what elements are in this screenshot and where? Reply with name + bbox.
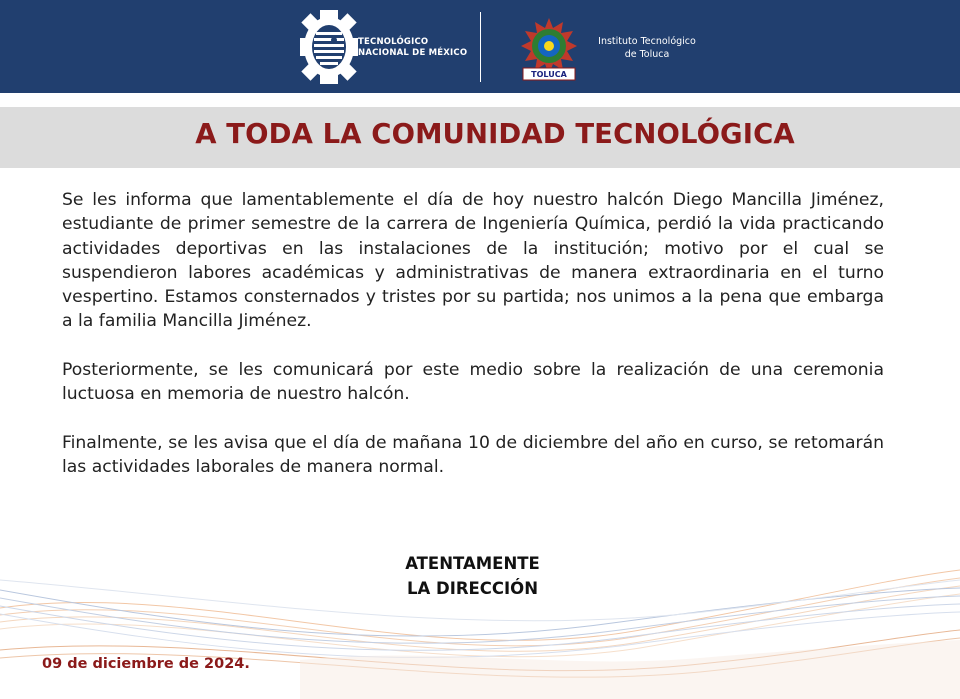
- itt-badge-text: TOLUCA: [531, 70, 567, 79]
- itt-toluca-logo: [519, 16, 579, 82]
- tecnm-line-1: TECNOLÓGICO: [358, 37, 429, 47]
- itt-line-1: Instituto Tecnológico: [598, 36, 696, 47]
- signature-block: [320, 551, 625, 601]
- document-date: 09 de diciembre de 2024.: [42, 656, 250, 672]
- title-band: [0, 107, 960, 168]
- tecnm-name: [358, 37, 468, 59]
- page-title: A TODA LA COMUNIDAD TECNOLÓGICA: [195, 118, 795, 150]
- tecnm-gear-logo: [300, 10, 358, 84]
- header-divider: [480, 12, 481, 82]
- paragraph-2: Posteriormente, se les comunicará por este medio sobre la realización de una ceremonia luctuosa en memoria de nuestro halcón.: [62, 360, 884, 405]
- itt-name: [582, 35, 712, 61]
- header-bar: [0, 0, 960, 93]
- paragraph-3: Finalmente, se les avisa que el día de mañana 10 de diciembre del año en curso, se retomarán las actividades laborales de manera normal.: [62, 432, 884, 478]
- paragraph-1: Se les informa que lamentablemente el día de hoy nuestro halcón Diego Mancilla Jiménez, estudiante de primer semestre de la carrera de Ingeniería Química, perdió la vida practicando actividades deportivas en las instalaciones de la institución; motivo por el cual se suspendieron labores académicas y administrativas de manera extraordinaria en el turno vespertino. Estamos consternados y tristes por su partida; nos unimos a la pena que embarga a la familia Mancilla Jiménez.: [62, 190, 884, 332]
- signature-line-2: LA DIRECCIÓN: [406, 579, 539, 598]
- itt-line-2: de Toluca: [624, 49, 670, 60]
- tecnm-line-2: NACIONAL DE MÉXICO: [358, 48, 468, 58]
- announcement-body: [62, 188, 884, 504]
- signature-line-1: ATENTAMENTE: [405, 554, 540, 573]
